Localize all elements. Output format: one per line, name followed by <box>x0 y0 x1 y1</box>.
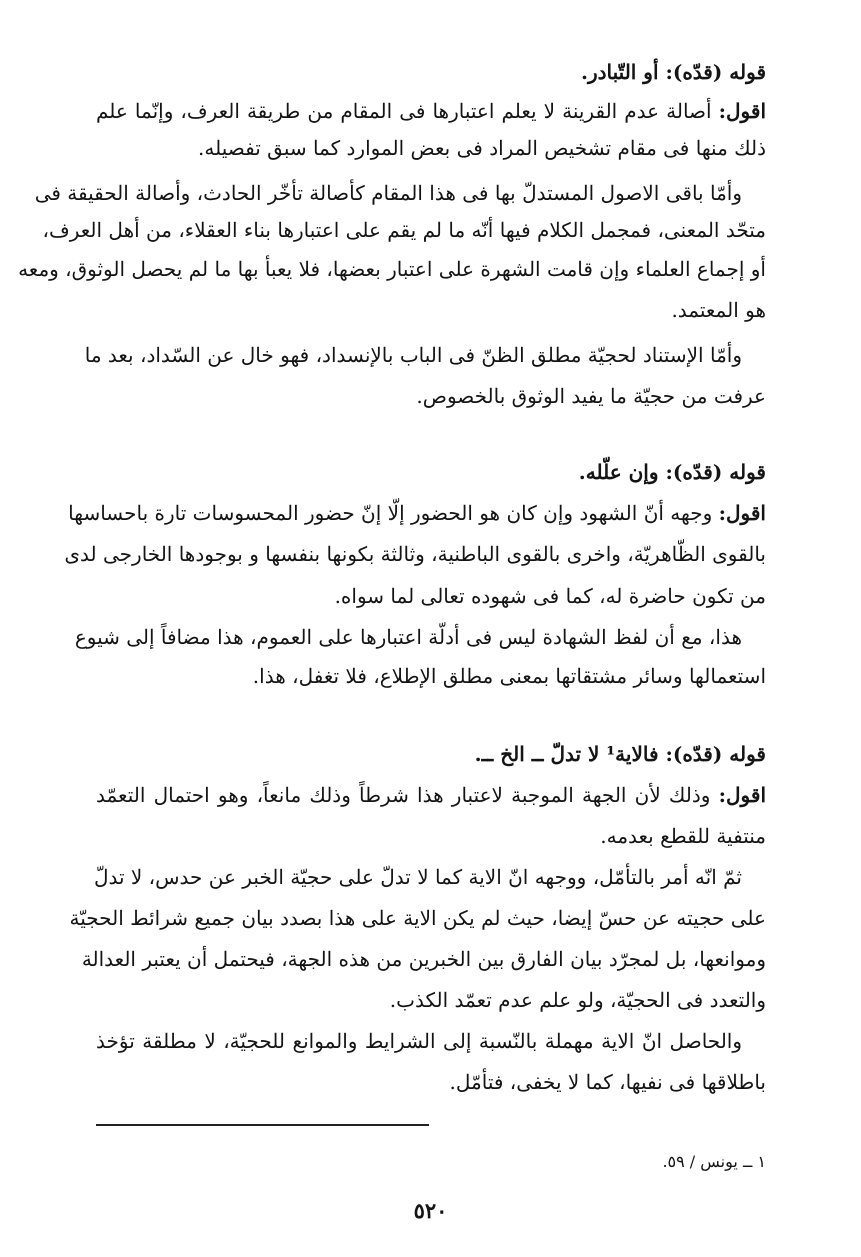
text-line: منتفية للقطع بعدمه. <box>600 824 766 848</box>
text-line: أو إجماع العلماء وإن قامت الشهرة على اعتبار بعضها، فلا يعبأ بها ما لم يحصل الوثوق، ومعه <box>18 257 766 281</box>
text-line: اقول: وذلك لأن الجهة الموجبة لاعتبار هذا شرطاً وذلك مانعاً، وهو احتمال التعمّد <box>96 783 767 807</box>
text-line: هو المعتمد. <box>671 298 766 322</box>
paragraph-lead: اقول: <box>718 501 766 525</box>
text-line: استعمالها وسائر مشتقاتها بمعنى مطلق الإطلاع، فلا تغفل، هذا. <box>252 664 766 688</box>
footnote: ١ ــ يونس / ٥٩. <box>662 1152 766 1171</box>
text-line: باطلاقها فى نفيها، كما لا يخفى، فتأمّل. <box>449 1070 766 1094</box>
section-heading: قوله (قدّه): وإن علّله. <box>578 460 766 484</box>
text-line: هذا، مع أن لفظ الشهادة ليس فى أدلّة اعتبارها على العموم، هذا مضافاً إلى شيوع <box>74 625 742 649</box>
text-line: وموانعها، بل لمجرّد بيان الفارق بين الخبرين من هذه الجهة، فيحتمل أن يعتبر العدالة <box>81 947 766 971</box>
text-line: اقول: وجهه أنّ الشهود وإن كان هو الحضور إلّا إنّ حضور المحسوسات تارة باحساسها <box>68 501 766 525</box>
text-line: ثمّ انّه أمر بالتأمّل، ووجهه انّ الاية كما لا تدلّ على حجيّة الخبر عن حدس، لا تدلّ <box>93 865 742 889</box>
paragraph-lead: اقول: <box>718 99 767 123</box>
text-line: وأمّا باقى الاصول المستدلّ بها فى هذا المقام كأصالة تأخّر الحادث، وأصالة الحقيقة فى <box>34 181 742 205</box>
footnote-divider <box>96 1124 429 1126</box>
text-line: من تكون حاضرة له، كما فى شهوده تعالى لما سواه. <box>334 584 766 608</box>
text-line: والتعدد فى الحجيّة، ولو علم عدم تعمّد الكذب. <box>389 988 766 1012</box>
text-line: والحاصل انّ الاية مهملة بالنّسبة إلى الشرايط والموانع للحجيّة، لا مطلقة تؤخذ <box>96 1029 743 1053</box>
text-line: متحّد المعنى، فمجمل الكلام فيها أنّه ما لم يقم على اعتبارها بناء العقلاء، من أهل العرف، <box>42 218 766 242</box>
text-line: ذلك منها فى مقام تشخيص المراد فى بعض الموارد كما سبق تفصيله. <box>198 136 766 160</box>
text-line: بالقوى الظّاهريّة، واخرى بالقوى الباطنية، وثالثة بكونها بنفسها و بوجودها الخارجى لدى <box>64 542 766 566</box>
text-line: اقول: أصالة عدم القرينة لا يعلم اعتبارها فى المقام من طريقة العرف، وإنّما علم <box>96 99 767 123</box>
text-line: على حجيته عن حسّ إيضا، حيث لم يكن الاية على هذا بصدد بيان جميع شرائط الحجيّة <box>69 906 766 930</box>
text-line: عرفت من حجيّة ما يفيد الوثوق بالخصوص. <box>416 384 766 408</box>
text-line: وأمّا الإستناد لحجيّة مطلق الظنّ فى الباب بالإنسداد، فهو خال عن السّداد، بعد ما <box>84 343 742 367</box>
section-heading: قوله (قدّه): فالاية¹ لا تدلّ ــ الخ ــ. <box>474 742 766 766</box>
paragraph-lead: اقول: <box>718 783 767 807</box>
page-number: ٥٢٠ <box>413 1198 448 1223</box>
section-heading: قوله (قدّه): أو التّبادر. <box>581 60 766 84</box>
